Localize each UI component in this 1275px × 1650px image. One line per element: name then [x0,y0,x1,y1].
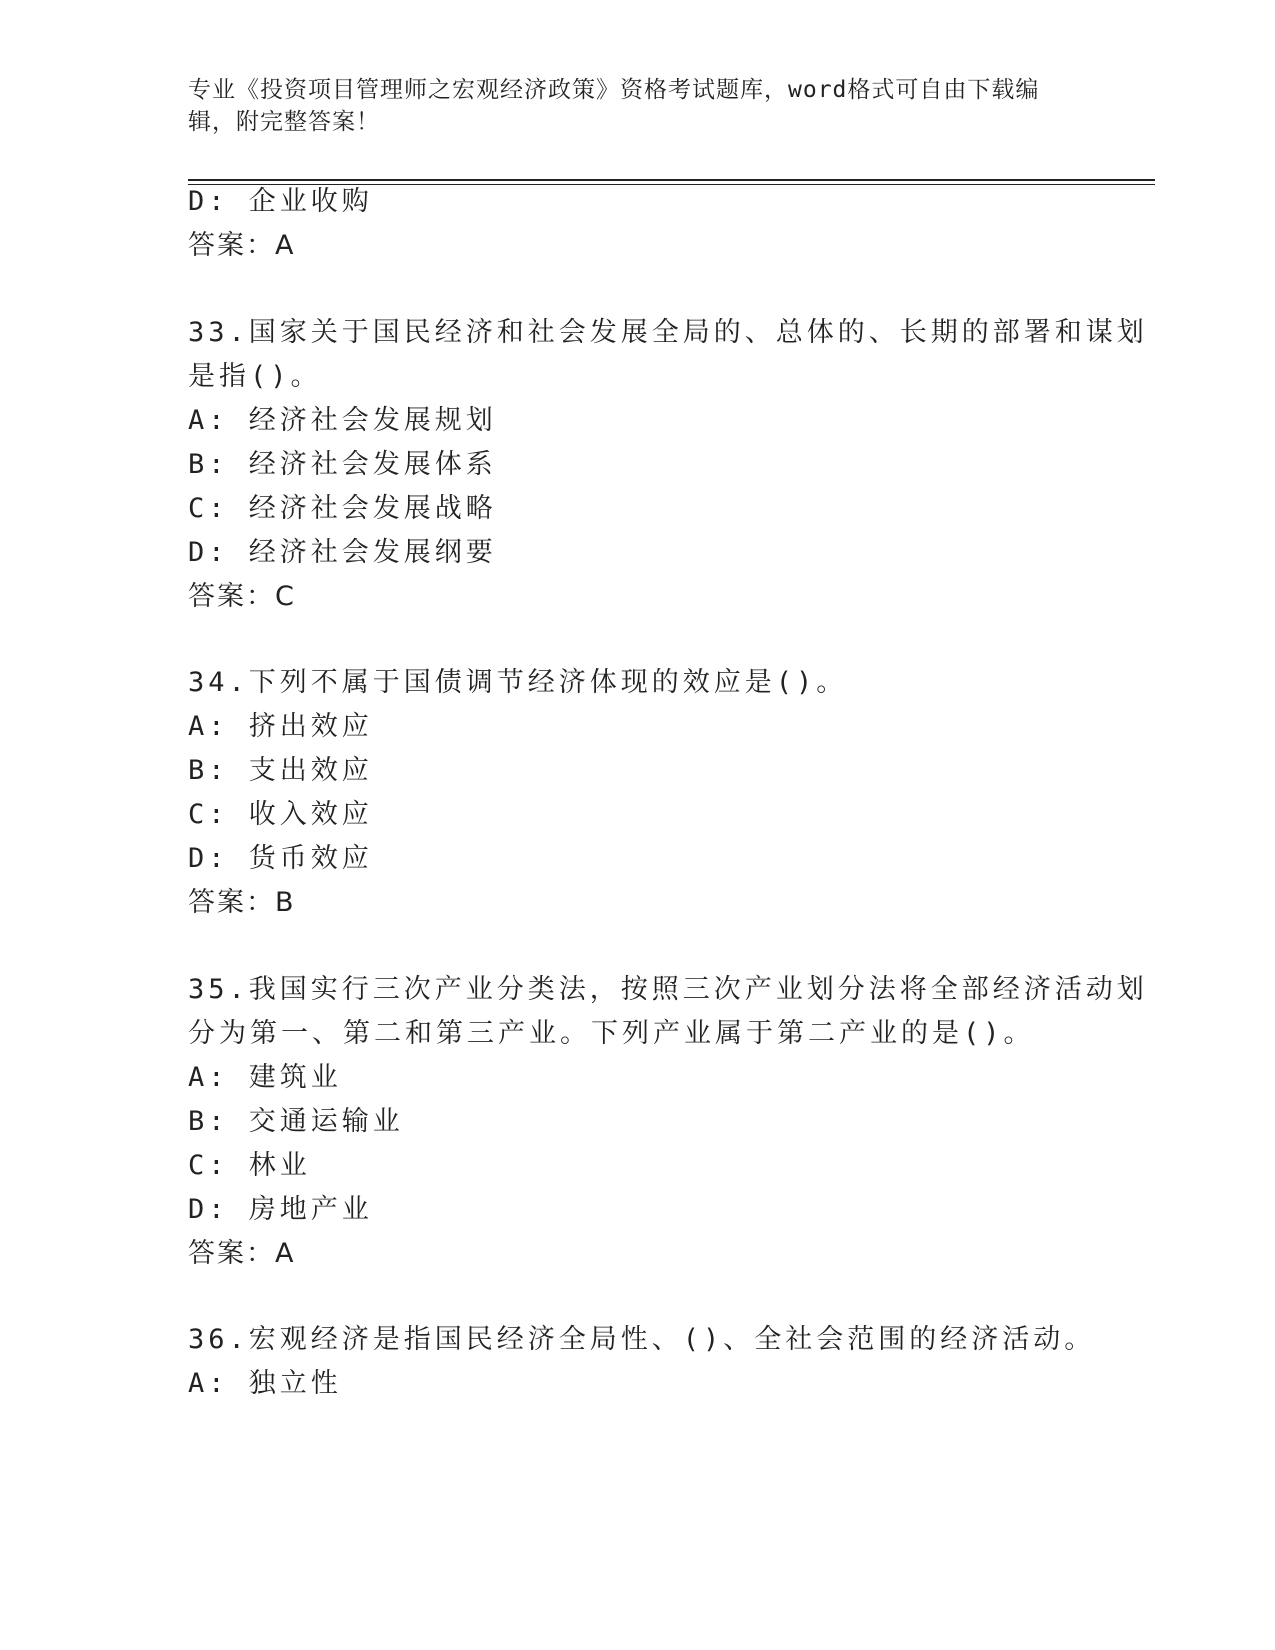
q33-stem-line-1: 33.国家关于国民经济和社会发展全局的、总体的、长期的部署和谋划 [188,317,1148,348]
q35-stem-line-1: 35.我国实行三次产业分类法，按照三次产业划分法将全部经济活动划 [188,974,1148,1005]
q35-option-c: C: 林业 [188,1150,311,1181]
q33-stem-line-2: 是指()。 [188,361,322,392]
header-divider-thick [188,179,1155,181]
q34-option-a: A: 挤出效应 [188,711,373,742]
q36-stem-line-1: 36.宏观经济是指国民经济全局性、()、全社会范围的经济活动。 [188,1324,1096,1355]
q33-option-c: C: 经济社会发展战略 [188,493,497,524]
q34-answer: 答案：B [188,887,296,918]
q34-option-d: D: 货币效应 [188,843,373,874]
q33-option-b: B: 经济社会发展体系 [188,449,497,480]
header-line-1: 专业《投资项目管理师之宏观经济政策》资格考试题库，word格式可自由下载编 [188,77,1040,103]
q35-option-d: D: 房地产业 [188,1194,373,1225]
prev-answer: 答案：A [188,230,296,261]
q34-option-b: B: 支出效应 [188,755,373,786]
q35-answer: 答案：A [188,1238,296,1269]
q34-stem-line-1: 34.下列不属于国债调节经济体现的效应是()。 [188,667,848,698]
q34-option-c: C: 收入效应 [188,799,373,830]
q33-option-d: D: 经济社会发展纲要 [188,537,497,568]
header-line-2: 辑，附完整答案！ [188,109,380,135]
q36-option-a: A: 独立性 [188,1368,342,1399]
document-header [188,74,1068,138]
q33-option-a: A: 经济社会发展规划 [188,405,497,436]
q33-answer: 答案：C [188,581,296,612]
q35-option-b: B: 交通运输业 [188,1106,404,1137]
q35-stem-line-2: 分为第一、第二和第三产业。下列产业属于第二产业的是()。 [188,1018,1035,1049]
q35-option-a: A: 建筑业 [188,1062,342,1093]
prev-option-d: D: 企业收购 [188,186,373,217]
